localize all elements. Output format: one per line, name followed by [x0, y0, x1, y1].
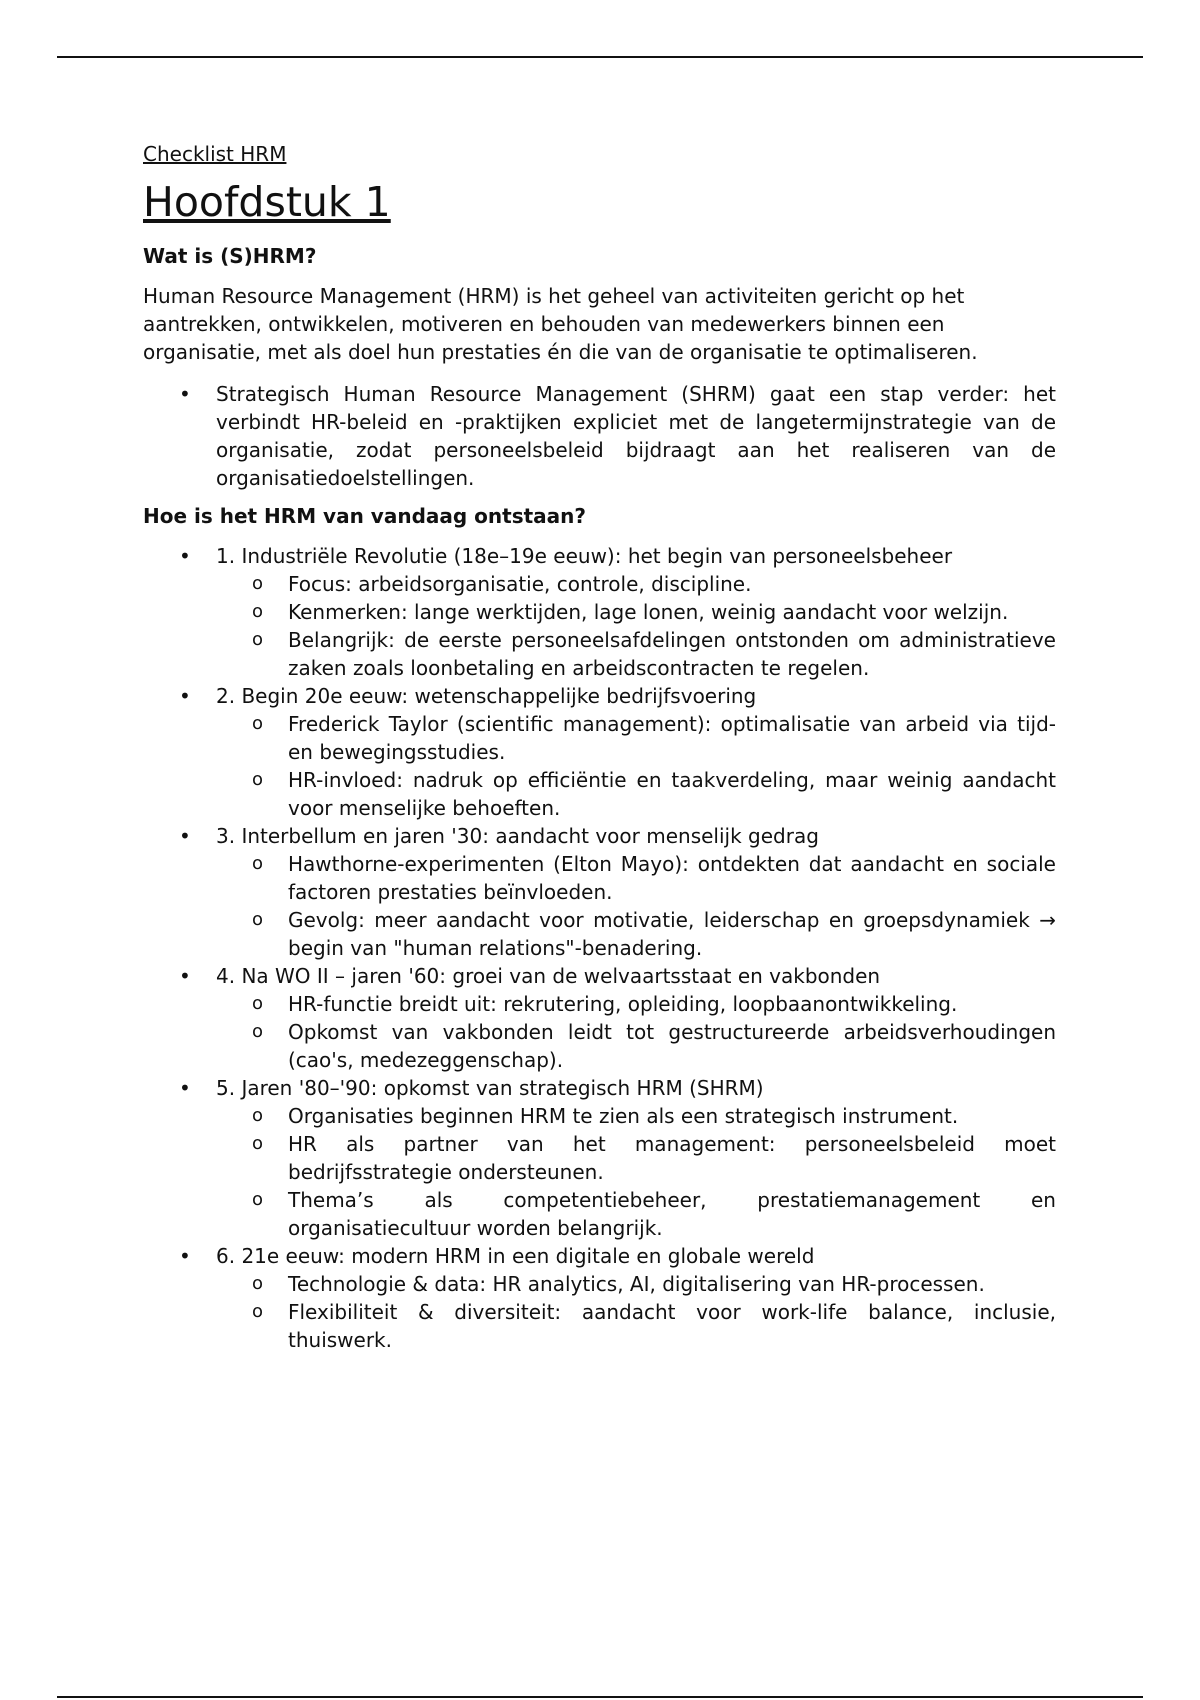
sub-bullet-icon: o — [252, 1133, 264, 1154]
sub-list-item — [143, 1298, 1056, 1354]
bullet-icon: • — [179, 1076, 191, 1100]
sub-list — [216, 850, 1056, 962]
chapter-title: Hoofdstuk 1 — [143, 178, 391, 226]
sub-list-item-text: HR-invloed: nadruk op efficiëntie en taakverdeling, maar weinig aandacht voor menselijke behoeften. — [288, 768, 1056, 820]
sub-bullet-icon: o — [252, 601, 264, 622]
sub-bullet-icon: o — [252, 573, 264, 594]
sub-bullet-icon: o — [252, 629, 264, 650]
list-item — [143, 822, 1056, 962]
bullet-icon: • — [179, 824, 191, 848]
bullet-icon: • — [179, 382, 191, 406]
list-item-title: 2. Begin 20e eeuw: wetenschappelijke bedrijfsvoering — [216, 684, 757, 708]
hrm-definition-paragraph: Human Resource Management (HRM) is het geheel van activiteiten gericht op het aantrekken, ontwikkelen, motiveren en behouden van medewerkers binnen een organisatie, met als doel hun prestaties én die van de organisatie te optimaliseren. — [143, 284, 978, 364]
bullet-icon: • — [179, 1244, 191, 1268]
sub-bullet-icon: o — [252, 713, 264, 734]
sub-list-item-text: Flexibiliteit & diversiteit: aandacht voor work-life balance, inclusie, thuiswerk. — [288, 1300, 1056, 1352]
sub-list-item — [143, 1102, 1056, 1130]
sub-list-item-text: Technologie & data: HR analytics, AI, digitalisering van HR-processen. — [288, 1272, 985, 1296]
sub-list — [216, 1102, 1056, 1242]
sub-list-item — [143, 626, 1056, 682]
list-item — [143, 380, 1056, 492]
list-item — [143, 1242, 1056, 1354]
sub-bullet-icon: o — [252, 993, 264, 1014]
list-item-title: 3. Interbellum en jaren '30: aandacht voor menselijk gedrag — [216, 824, 819, 848]
bullet-icon: • — [179, 684, 191, 708]
sub-list-item-text: Gevolg: meer aandacht voor motivatie, leiderschap en groepsdynamiek → begin van "human relations"-benadering. — [288, 908, 1056, 960]
sub-list-item — [143, 1270, 1056, 1298]
sub-list-item-text: Hawthorne-experimenten (Elton Mayo): ontdekten dat aandacht en sociale factoren prestaties beïnvloeden. — [288, 852, 1056, 904]
list-item-title: 5. Jaren '80–'90: opkomst van strategisch HRM (SHRM) — [216, 1076, 764, 1100]
sub-bullet-icon: o — [252, 1105, 264, 1126]
sub-list-item-text: Belangrijk: de eerste personeelsafdelingen ontstonden om administratieve zaken zoals loonbetaling en arbeidscontracten te regelen. — [288, 628, 1056, 680]
sub-list-item-text: Thema’s als competentiebeheer, prestatiemanagement en organisatiecultuur worden belangrijk. — [288, 1188, 1056, 1240]
list-item — [143, 962, 1056, 1074]
sub-list-item — [143, 766, 1056, 822]
list-item-title: 4. Na WO II – jaren '60: groei van de welvaartsstaat en vakbonden — [216, 964, 881, 988]
sub-list — [216, 710, 1056, 822]
document-label: Checklist HRM — [143, 142, 287, 166]
sub-list-item-text: Opkomst van vakbonden leidt tot gestructureerde arbeidsverhoudingen (cao's, medezeggenschap). — [288, 1020, 1056, 1072]
sub-bullet-icon: o — [252, 1021, 264, 1042]
sub-list-item — [143, 990, 1056, 1018]
section-heading-history: Hoe is het HRM van vandaag ontstaan? — [143, 504, 586, 528]
sub-list — [216, 570, 1056, 682]
sub-bullet-icon: o — [252, 1273, 264, 1294]
sub-bullet-icon: o — [252, 1189, 264, 1210]
sub-list — [216, 990, 1056, 1074]
list-item — [143, 1074, 1056, 1242]
sub-list — [216, 1270, 1056, 1354]
sub-list-item — [143, 710, 1056, 766]
sub-bullet-icon: o — [252, 909, 264, 930]
sub-list-item — [143, 1130, 1056, 1186]
sub-list-item-text: HR als partner van het management: personeelsbeleid moet bedrijfsstrategie ondersteunen. — [288, 1132, 1056, 1184]
list-item — [143, 542, 1056, 682]
history-list — [143, 542, 1056, 1354]
sub-list-item-text: Frederick Taylor (scientific management): optimalisatie van arbeid via tijd- en bewegingsstudies. — [288, 712, 1056, 764]
list-item — [143, 682, 1056, 822]
header-rule — [57, 56, 1143, 58]
sub-bullet-icon: o — [252, 769, 264, 790]
sub-list-item-text: Organisaties beginnen HRM te zien als een strategisch instrument. — [288, 1104, 959, 1128]
sub-bullet-icon: o — [252, 853, 264, 874]
sub-list-item — [143, 906, 1056, 962]
sub-list-item — [143, 1018, 1056, 1074]
bullet-icon: • — [179, 964, 191, 988]
shrm-bullet-list — [143, 380, 1056, 492]
sub-list-item-text: HR-functie breidt uit: rekrutering, opleiding, loopbaanontwikkeling. — [288, 992, 958, 1016]
section-heading-what-is-hrm: Wat is (S)HRM? — [143, 244, 317, 268]
document-body — [143, 140, 1056, 1364]
sub-list-item — [143, 850, 1056, 906]
list-item-text: Strategisch Human Resource Management (SHRM) gaat een stap verder: het verbindt HR-beleid en -praktijken expliciet met de langetermijnstrategie van de organisatie, zodat personeelsbeleid bijdraagt aan het realiseren van de organisatiedoelstellingen. — [216, 382, 1056, 490]
sub-list-item — [143, 570, 1056, 598]
sub-bullet-icon: o — [252, 1301, 264, 1322]
sub-list-item-text: Focus: arbeidsorganisatie, controle, discipline. — [288, 572, 752, 596]
footer-rule — [57, 1696, 1143, 1698]
sub-list-item-text: Kenmerken: lange werktijden, lage lonen, weinig aandacht voor welzijn. — [288, 600, 1009, 624]
list-item-title: 1. Industriële Revolutie (18e–19e eeuw): het begin van personeelsbeheer — [216, 544, 953, 568]
sub-list-item — [143, 598, 1056, 626]
sub-list-item — [143, 1186, 1056, 1242]
bullet-icon: • — [179, 544, 191, 568]
list-item-title: 6. 21e eeuw: modern HRM in een digitale en globale wereld — [216, 1244, 815, 1268]
